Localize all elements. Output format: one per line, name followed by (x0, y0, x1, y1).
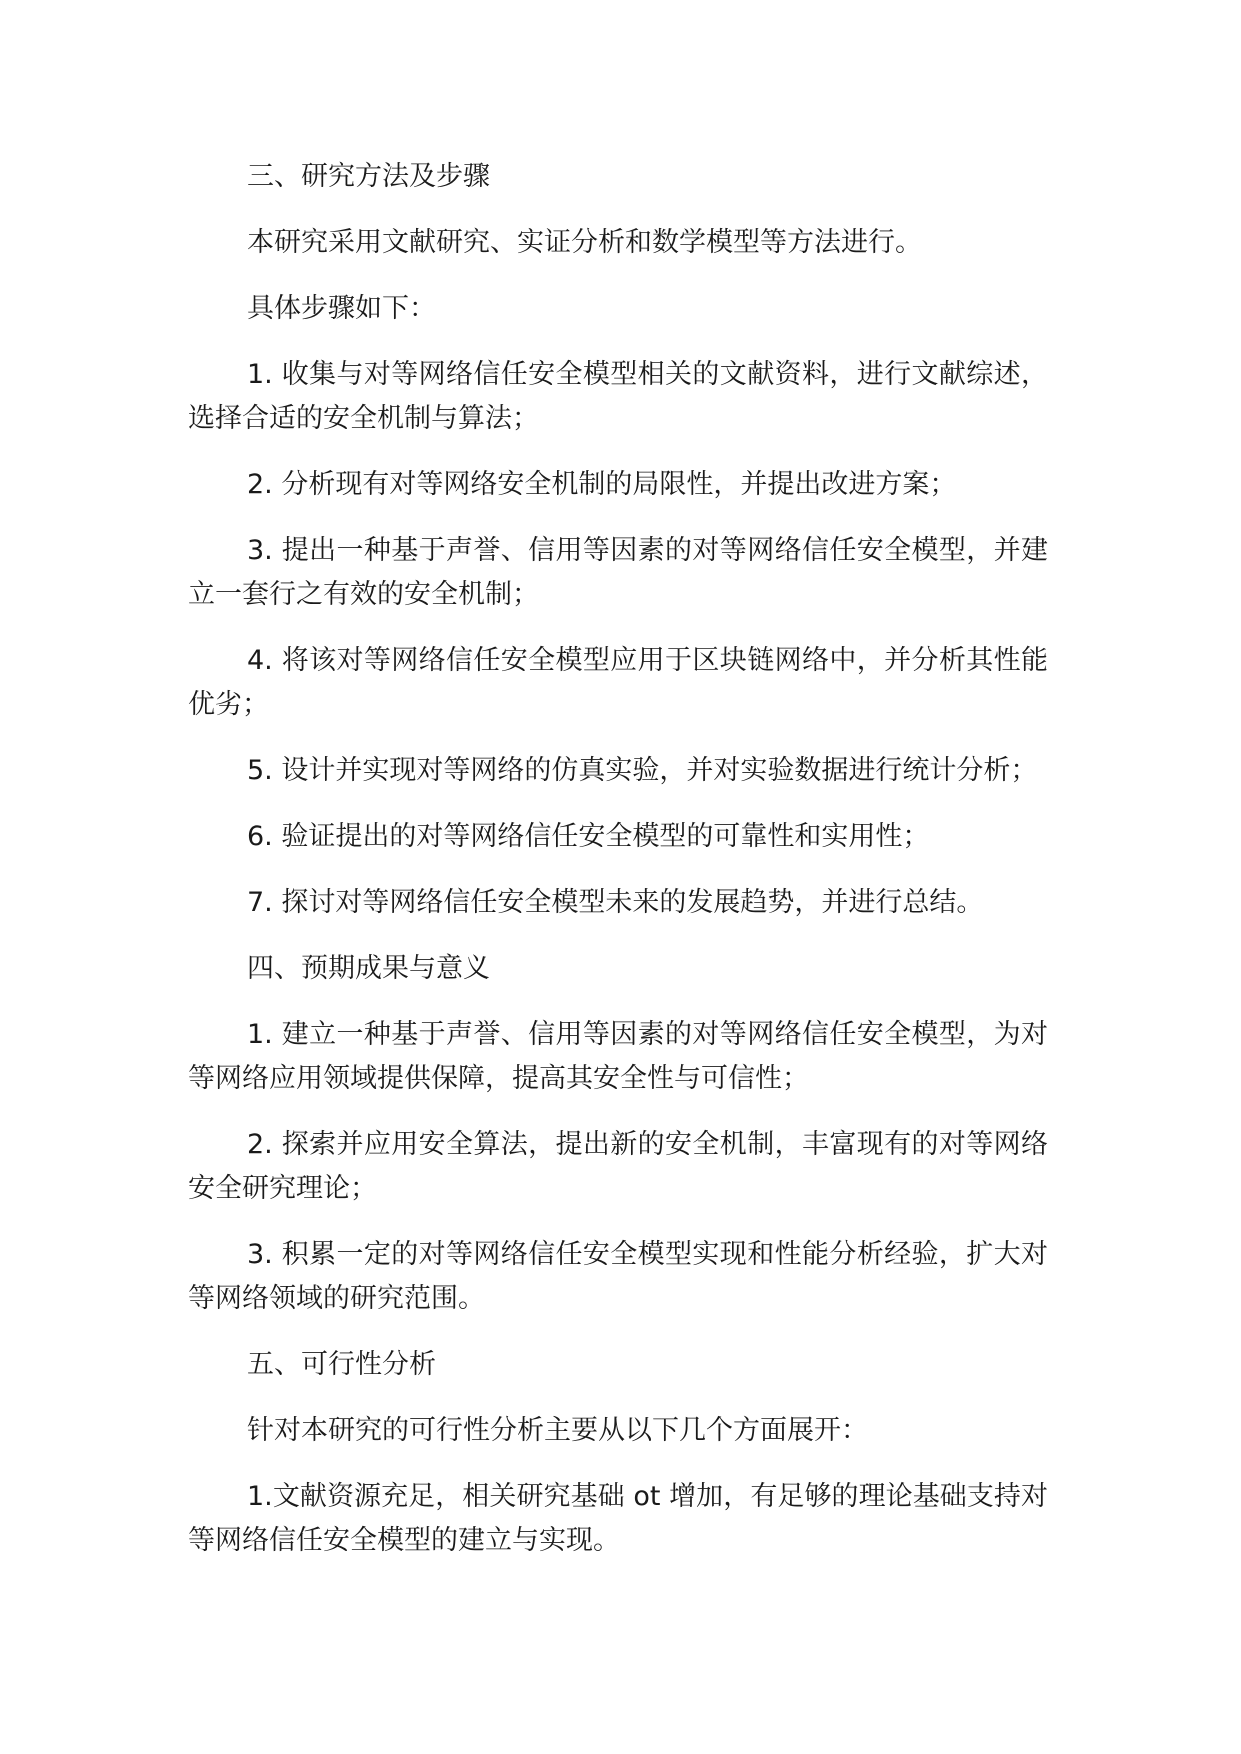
list-item: 2. 分析现有对等网络安全机制的局限性，并提出改进方案； (247, 469, 957, 500)
list-item: 2. 探索并应用安全算法，提出新的安全机制，丰富现有的对等网络安全研究理论； (188, 1129, 1048, 1204)
list-item: 7. 探讨对等网络信任安全模型未来的发展趋势，并进行总结。 (247, 887, 984, 918)
paragraph: 具体步骤如下： (247, 293, 436, 324)
document-body (188, 155, 1048, 1585)
section-heading-feasibility: 五、可行性分析 (247, 1349, 436, 1380)
list-item: 1.文献资源充足，相关研究基础 ot 增加，有足够的理论基础支持对等网络信任安全模型的建立与实现。 (188, 1481, 1048, 1556)
section-heading-methods: 三、研究方法及步骤 (247, 161, 490, 192)
list-item: 3. 提出一种基于声誉、信用等因素的对等网络信任安全模型，并建立一套行之有效的安全机制； (188, 535, 1048, 610)
section-heading-outcomes: 四、预期成果与意义 (247, 953, 490, 984)
list-item: 4. 将该对等网络信任安全模型应用于区块链网络中，并分析其性能优劣； (188, 645, 1048, 720)
list-item: 3. 积累一定的对等网络信任安全模型实现和性能分析经验，扩大对等网络领域的研究范围。 (188, 1239, 1048, 1314)
list-item: 5. 设计并实现对等网络的仿真实验，并对实验数据进行统计分析； (247, 755, 1038, 786)
list-item: 1. 收集与对等网络信任安全模型相关的文献资料，进行文献综述，选择合适的安全机制与算法； (188, 359, 1048, 434)
list-item: 1. 建立一种基于声誉、信用等因素的对等网络信任安全模型，为对等网络应用领域提供保障，提高其安全性与可信性； (188, 1019, 1048, 1094)
paragraph: 本研究采用文献研究、实证分析和数学模型等方法进行。 (247, 227, 922, 258)
paragraph: 针对本研究的可行性分析主要从以下几个方面展开： (247, 1415, 868, 1446)
list-item: 6. 验证提出的对等网络信任安全模型的可靠性和实用性； (247, 821, 930, 852)
